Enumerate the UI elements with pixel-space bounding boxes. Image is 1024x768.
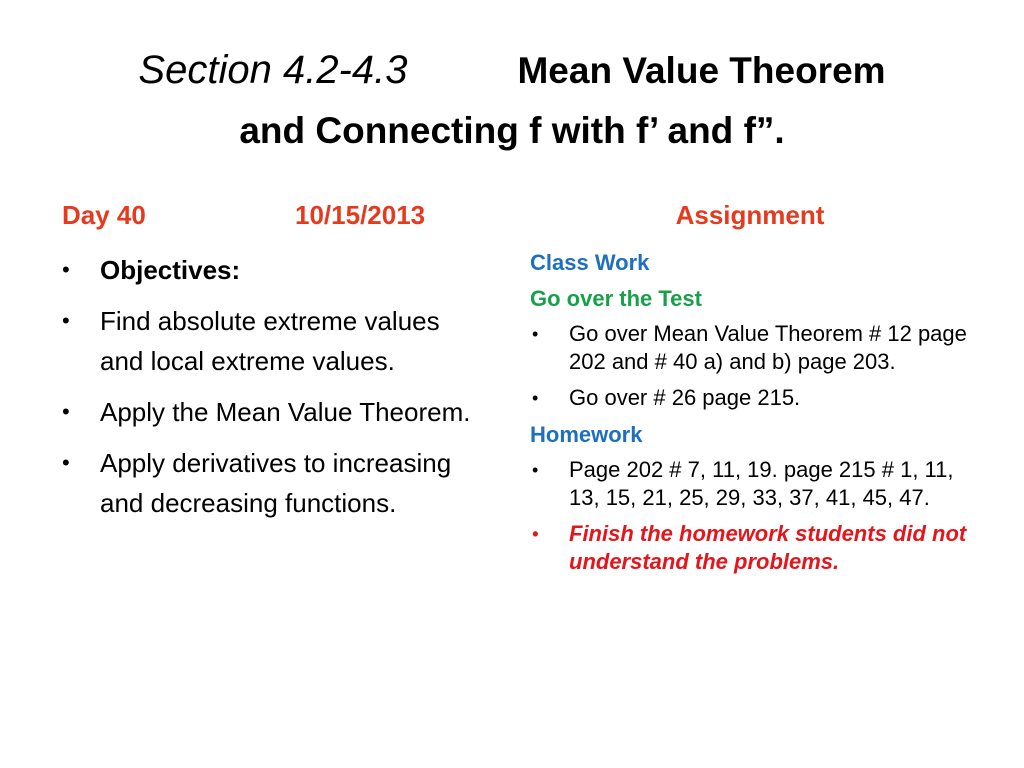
objectives-heading: Objectives: bbox=[100, 255, 241, 285]
list-item bbox=[62, 443, 482, 523]
bullet-icon: • bbox=[62, 399, 70, 424]
title-section: Section 4.2-4.3 bbox=[138, 48, 408, 92]
assignment-heading: Assignment bbox=[675, 200, 825, 230]
classwork-label: Class Work bbox=[530, 250, 650, 275]
objectives-list bbox=[62, 250, 482, 534]
homework-list bbox=[530, 456, 970, 576]
bullet-icon: • bbox=[532, 388, 539, 408]
bullet-icon: • bbox=[62, 450, 70, 475]
homework-label: Homework bbox=[530, 422, 643, 447]
title-line-1 bbox=[60, 40, 964, 101]
test-label: Go over the Test bbox=[530, 286, 702, 311]
objective-text: Apply the Mean Value Theorem. bbox=[100, 397, 471, 427]
list-item bbox=[530, 320, 970, 376]
assignment-column bbox=[530, 248, 970, 584]
objective-text: Find absolute extreme values and local extreme values. bbox=[100, 306, 440, 376]
classwork-text: Go over # 26 page 215. bbox=[569, 385, 801, 410]
list-item bbox=[530, 520, 970, 576]
date-label: 10/15/2013 bbox=[295, 200, 426, 230]
title-line-2: and Connecting f with f’ and f”. bbox=[239, 110, 785, 151]
list-item bbox=[62, 392, 482, 432]
slide-title bbox=[60, 40, 964, 161]
classwork-text: Go over Mean Value Theorem # 12 page 202 and # 40 a) and b) page 203. bbox=[569, 321, 967, 374]
title-main: Mean Value Theorem bbox=[517, 50, 886, 91]
list-item bbox=[62, 301, 482, 381]
homework-emphasis-text: Finish the homework students did not understand the problems. bbox=[569, 521, 967, 574]
list-item bbox=[62, 250, 482, 290]
objective-text: Apply derivatives to increasing and decreasing functions. bbox=[100, 448, 452, 518]
bullet-icon: • bbox=[532, 460, 539, 480]
bullet-icon: • bbox=[532, 524, 539, 544]
day-date-row bbox=[62, 200, 482, 231]
list-item bbox=[530, 456, 970, 512]
homework-text: Page 202 # 7, 11, 19. page 215 # 1, 11, 13, 15, 21, 25, 29, 33, 37, 41, 45, 47. bbox=[569, 457, 954, 510]
list-item bbox=[530, 384, 970, 412]
day-label: Day 40 bbox=[62, 200, 146, 230]
classwork-list bbox=[530, 320, 970, 412]
bullet-icon: • bbox=[62, 257, 70, 282]
bullet-icon: • bbox=[62, 308, 70, 333]
bullet-icon: • bbox=[532, 324, 539, 344]
